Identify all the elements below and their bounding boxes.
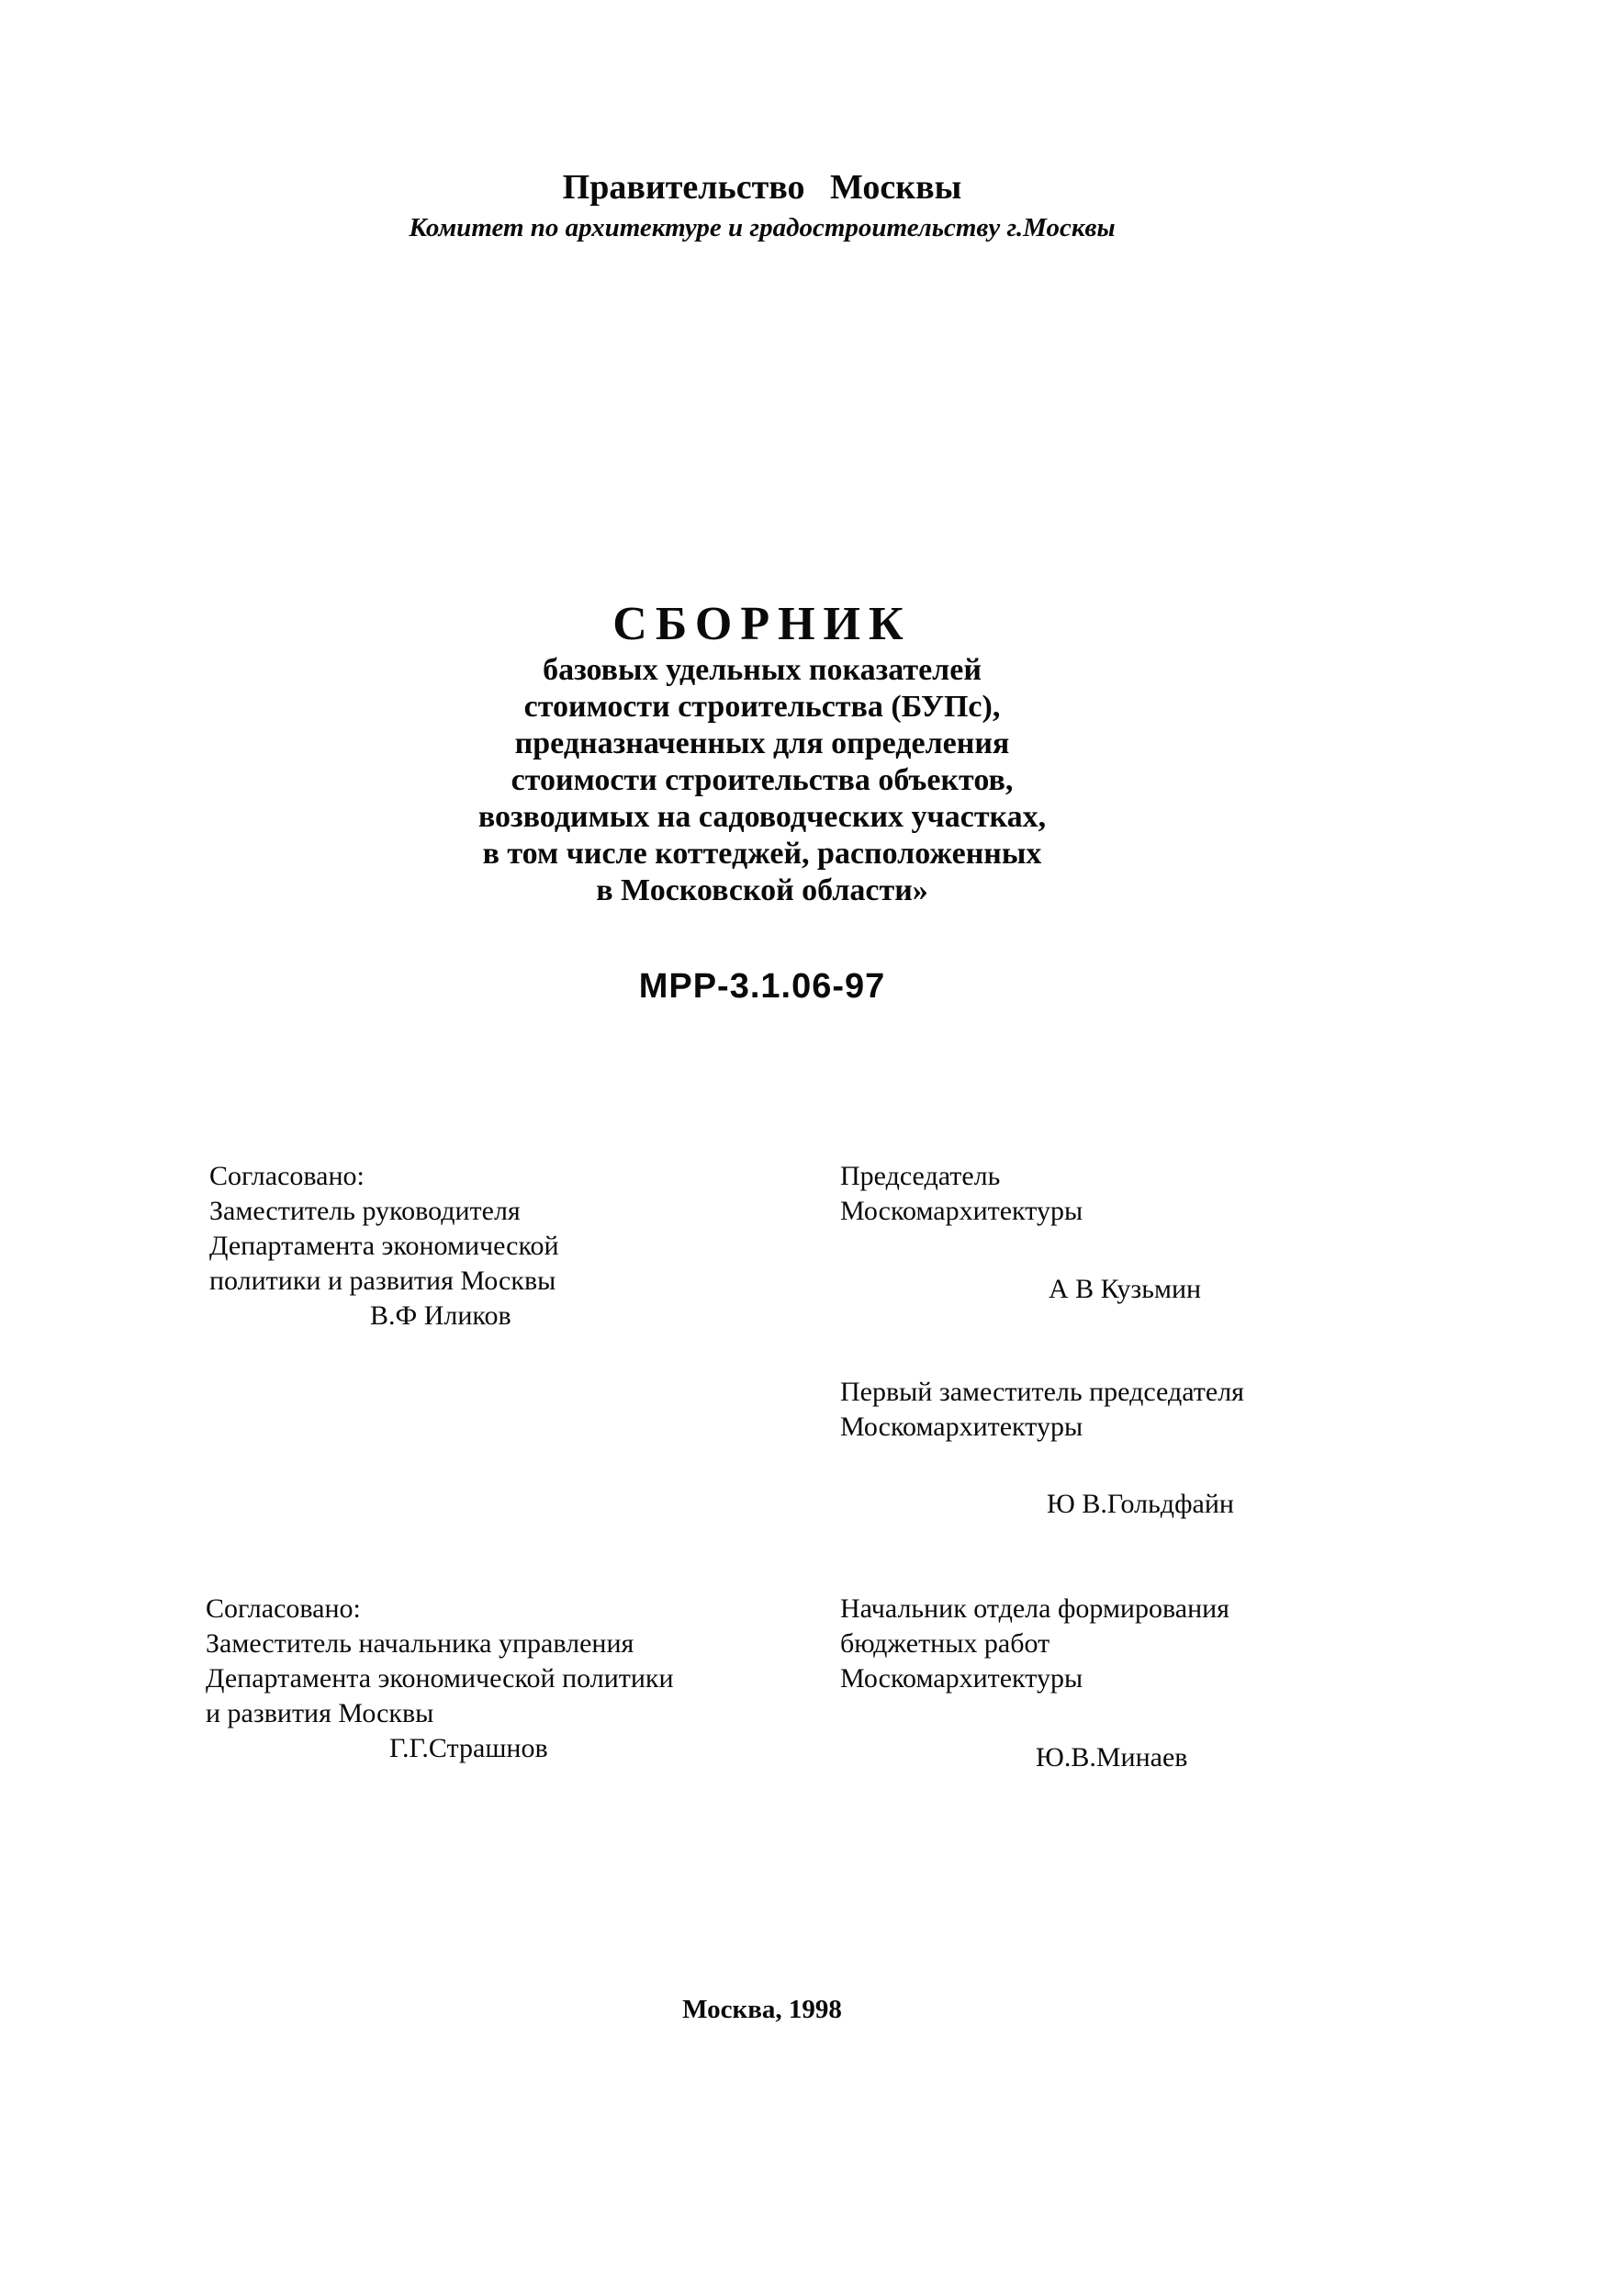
approval-line: Департамента экономической политики <box>206 1663 674 1694</box>
approval-line: Согласовано: <box>206 1593 361 1624</box>
description-line: в том числе коттеджей, расположенных <box>482 837 1042 871</box>
approval-line: Начальник отдела формирования <box>840 1593 1229 1624</box>
committee-subtitle: Комитет по архитектуре и градостроительству г.Москвы <box>409 213 1116 242</box>
approval-block-right-1 <box>840 1159 1083 1229</box>
signatory-name: Ю В.Гольдфайн <box>1047 1489 1234 1519</box>
approval-line: Председатель <box>840 1161 1001 1191</box>
approval-line: Москомархитектуры <box>840 1196 1083 1226</box>
approval-line: Департамента экономической <box>209 1231 559 1261</box>
approval-line: Первый заместитель председателя <box>840 1377 1244 1407</box>
approval-line: Согласовано: <box>209 1161 365 1191</box>
approval-line: политики и развития Москвы <box>209 1266 556 1296</box>
collection-description <box>0 652 1524 909</box>
approval-line: бюджетных работ <box>840 1628 1050 1659</box>
description-line: стоимости строительства (БУПс), <box>523 690 1001 724</box>
description-line: базовых удельных показателей <box>543 653 982 687</box>
city-year: Москва, 1998 <box>682 1995 842 2024</box>
approval-line: Заместитель руководителя <box>209 1196 521 1226</box>
approval-block-right-3 <box>840 1592 1229 1696</box>
signatory-name: В.Ф Иликов <box>370 1300 511 1331</box>
description-line: стоимости строительства объектов, <box>511 763 1014 797</box>
approval-block-left-1 <box>209 1159 559 1334</box>
document-code: МРР-3.1.06-97 <box>638 967 886 1006</box>
signatory-name: Г.Г.Страшнов <box>389 1733 548 1763</box>
approval-line: и развития Москвы <box>206 1698 434 1728</box>
approval-line: Москомархитектуры <box>840 1663 1083 1694</box>
description-line: предназначенных для определения <box>514 726 1010 760</box>
approval-line: Заместитель начальника управления <box>206 1628 634 1659</box>
description-line: в Московской области» <box>596 873 928 907</box>
description-line: возводимых на садоводческих участках, <box>477 800 1047 834</box>
collection-title: СБОРНИК <box>612 598 912 650</box>
signatory-name: Ю.В.Минаев <box>1036 1742 1188 1773</box>
approval-line: Москомархитектуры <box>840 1412 1083 1442</box>
approval-block-left-2 <box>206 1592 674 1766</box>
approval-block-right-2 <box>840 1375 1244 1445</box>
government-title: Правительство Москвы <box>562 168 962 207</box>
signatory-name: А В Кузьмин <box>1049 1274 1202 1304</box>
